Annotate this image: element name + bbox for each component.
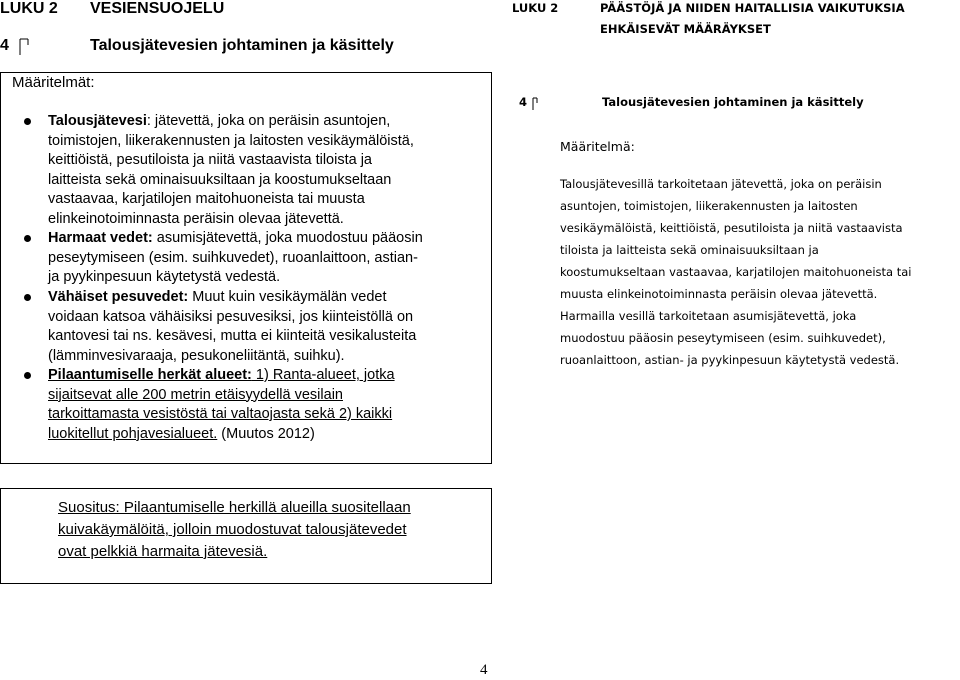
right-definition-line: ruoanlaittoon, astian- ja pyykinpesuun käytetystä vedestä. xyxy=(560,353,900,367)
right-definition-line: vesikäymälöistä, keittiöistä, pesutiloista ja niitä vastaavista xyxy=(560,221,903,235)
indent-marker-icon xyxy=(532,97,538,111)
definition-line: peseytymiseen (esim. suihkuvedet), ruoanlaittoon, astian- xyxy=(48,249,418,266)
definition-line: laitteista sekä ominaisuuksiltaan ja koostumukseltaan xyxy=(48,171,392,188)
right-chapter-title-line2: EHKÄISEVÄT MÄÄRÄYKSET xyxy=(600,22,771,36)
bullet-icon xyxy=(24,118,31,125)
definition-line: luokitellut pohjavesialueet. (Muutos 2012) xyxy=(48,425,315,442)
right-definition-line: asuntojen, toimistojen, liikerakennusten ja laitosten xyxy=(560,199,858,213)
definition-line: toimistojen, liikerakennusten ja laitosten vesikäymälöistä, xyxy=(48,132,414,149)
left-chapter-label: LUKU 2 xyxy=(0,0,58,17)
left-section-number: 4 xyxy=(0,37,9,54)
right-definition-line: muodostuu pääosin peseytymiseen (esim. suihkuvedet), xyxy=(560,331,886,345)
recommendation-line: ovat pelkkiä harmaita jätevesiä. xyxy=(58,543,268,560)
right-definition-line: tiloista ja laitteista sekä ominaisuuksiltaan ja xyxy=(560,243,819,257)
right-section-title: Talousjätevesien johtaminen ja käsittely xyxy=(602,95,864,109)
definitions-title: Määritelmät: xyxy=(12,74,95,91)
bullet-icon xyxy=(24,235,31,242)
right-section-number: 4 xyxy=(519,95,528,109)
page-number: 4 xyxy=(480,662,488,678)
recommendation-line: kuivakäymälöitä, jolloin muodostuvat talousjätevedet xyxy=(58,521,407,538)
definition-term: Pilaantumiselle herkät alueet: xyxy=(48,367,252,383)
right-definition-title: Määritelmä: xyxy=(560,139,635,154)
left-section-title: Talousjätevesien johtaminen ja käsittely xyxy=(90,37,394,54)
definition-line: (lämminvesivaraaja, pesukoneliitäntä, suihku). xyxy=(48,347,345,364)
definition-line: voidaan katsoa vähäisiksi pesuvesiksi, jos kiinteistöllä on xyxy=(48,308,414,325)
left-chapter-title: VESIENSUOJELU xyxy=(90,0,225,17)
definition-term: Harmaat vedet: xyxy=(48,230,153,246)
indent-marker-icon xyxy=(19,38,29,56)
bullet-icon xyxy=(24,294,31,301)
right-definition-line: muusta elinkeinotoiminnasta peräisin olevaa jätevettä. xyxy=(560,287,878,301)
definition-line: elinkeinotoiminnasta peräisin olevaa jätevettä. xyxy=(48,210,344,227)
definition-line: vastaavaa, karjatilojen maitohuoneista tai muusta xyxy=(48,191,365,207)
bullet-icon xyxy=(24,372,31,379)
definition-line: Talousjätevesi: jätevettä, joka on peräisin asuntojen, xyxy=(48,113,391,129)
definition-line: tarkoittamasta vesistöstä tai valtaojasta sekä 2) kaikki xyxy=(48,406,393,422)
amendment-note: (Muutos 2012) xyxy=(217,425,315,442)
definition-line: Vähäiset pesuvedet: Muut kuin vesikäymälän vedet xyxy=(48,289,387,305)
right-chapter-label: LUKU 2 xyxy=(512,1,559,15)
right-definition-line: koostumukseltaan vastaavaa, karjatilojen maitohuoneista tai xyxy=(560,265,912,279)
right-definition-line: Talousjätevesillä tarkoitetaan jätevettä, joka on peräisin xyxy=(560,177,882,191)
definition-line: ja pyykinpesuun käytetystä vedestä. xyxy=(48,269,281,285)
recommendation-line: Suositus: Pilaantumiselle herkillä alueilla suositellaan xyxy=(58,499,411,516)
definition-line: sijaitsevat alle 200 metrin etäisyydellä vesilain xyxy=(48,386,343,403)
definition-term: Talousjätevesi xyxy=(48,113,147,129)
definition-line: Pilaantumiselle herkät alueet: 1) Ranta-alueet, jotka xyxy=(48,367,395,383)
definition-line: keittiöistä, pesutiloista ja niitä vastaavista tiloista ja xyxy=(48,152,372,168)
definition-line: Harmaat vedet: asumisjätevettä, joka muodostuu pääosin xyxy=(48,230,423,246)
definition-term: Vähäiset pesuvedet: xyxy=(48,289,189,305)
right-chapter-title-line1: PÄÄSTÖJÄ JA NIIDEN HAITALLISIA VAIKUTUKSIA xyxy=(600,1,905,15)
definition-line: kantovesi tai ns. kesävesi, mutta ei kiinteitä vesikalusteita xyxy=(48,328,417,344)
right-definition-line: Harmailla vesillä tarkoitetaan asumisjätevettä, joka xyxy=(560,309,857,323)
